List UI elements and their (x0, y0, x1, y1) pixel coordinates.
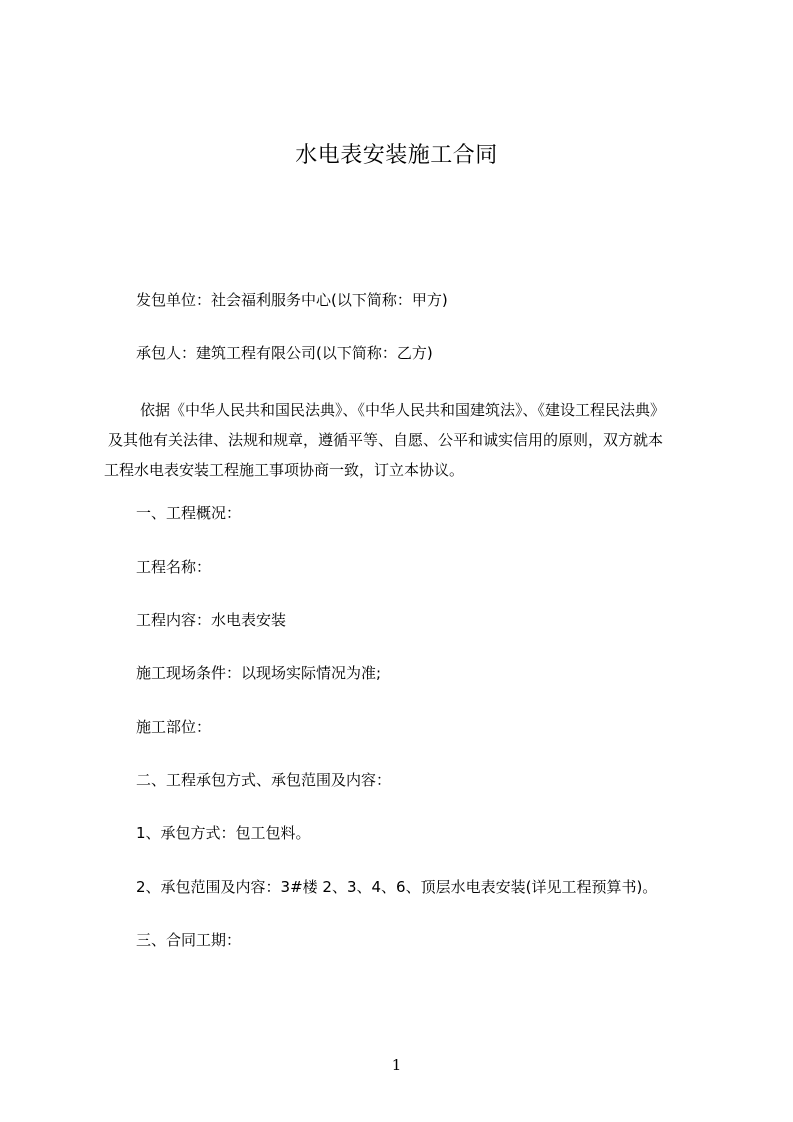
section-2-heading: 二、工程承包方式、承包范围及内容： (136, 771, 392, 789)
party-b-line: 承包人：建筑工程有限公司(以下简称：乙方) (136, 344, 433, 362)
project-name-line: 工程名称： (136, 558, 212, 576)
preamble-paragraph (104, 395, 694, 485)
preamble-line-1: 依据《中华人民共和国民法典》、《中华人民共和国建筑法》、《建设工程民法典》 (140, 401, 666, 419)
section-3-heading: 三、合同工期： (136, 931, 242, 949)
project-content-line: 工程内容：水电表安装 (136, 611, 287, 629)
preamble-line-2: 及其他有关法律、法规和规章，遵循平等、自愿、公平和诚实信用的原则，双方就本 (108, 431, 664, 449)
party-a-line: 发包单位：社会福利服务中心(以下简称：甲方) (136, 291, 448, 309)
preamble-line-3: 工程水电表安装工程施工事项协商一致，订立本协议。 (104, 461, 465, 479)
document-title: 水电表安装施工合同 (295, 143, 498, 168)
contract-method-line: 1、承包方式：包工包料。 (136, 824, 311, 842)
contract-scope-line: 2、承包范围及内容：3#楼 2、3、4、6、顶层水电表安装(详见工程预算书)。 (136, 878, 658, 896)
page-number: 1 (391, 1056, 402, 1074)
construction-area-line: 施工部位： (136, 718, 212, 736)
site-conditions-line: 施工现场条件：以现场实际情况为准; (136, 664, 382, 682)
section-1-heading: 一、工程概况： (136, 504, 242, 522)
